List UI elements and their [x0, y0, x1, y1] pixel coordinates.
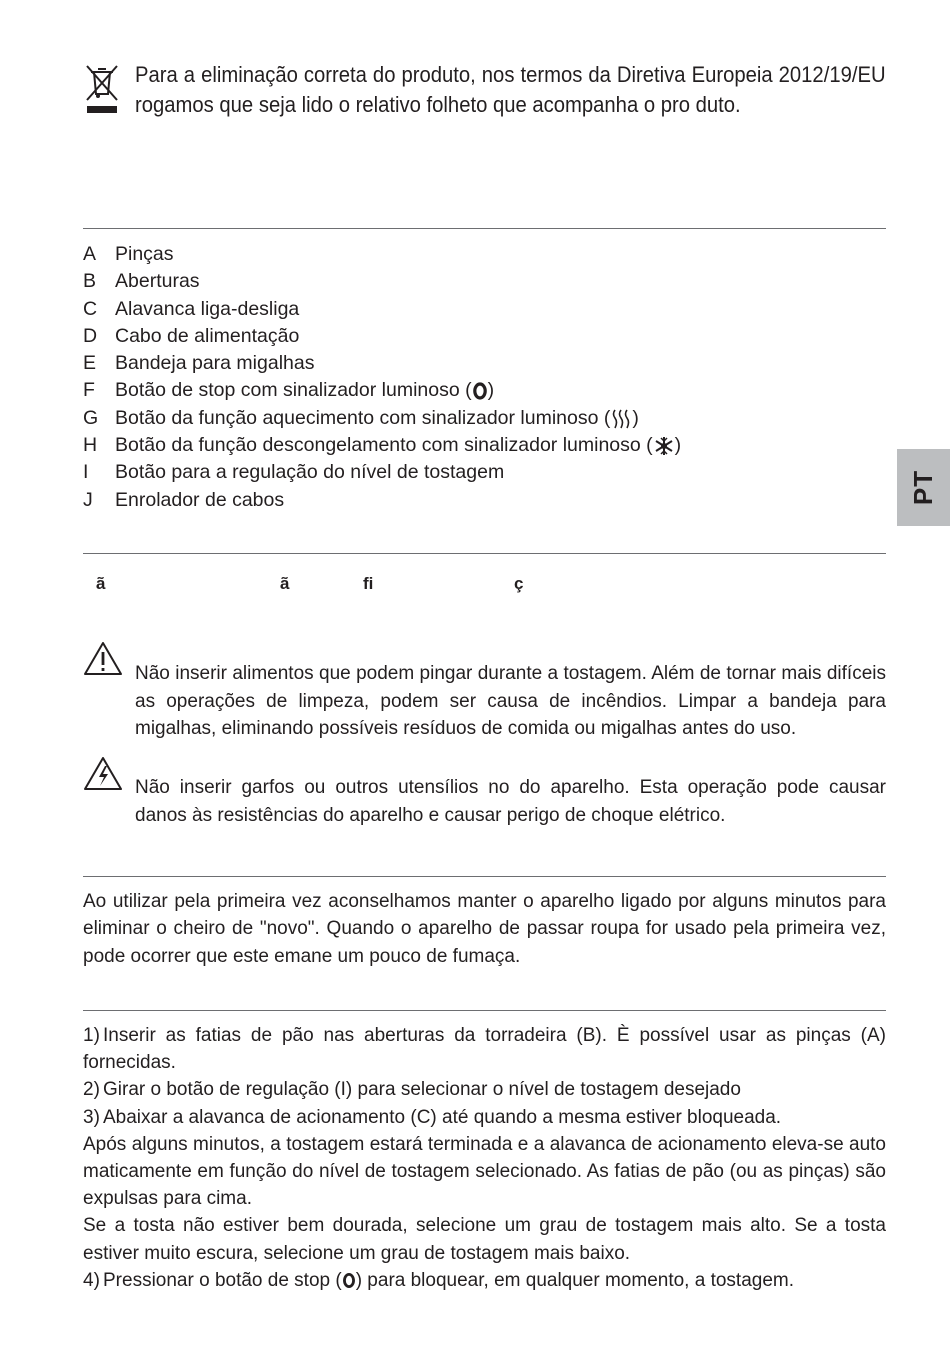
- heading-fragment: ã: [96, 574, 106, 593]
- step-item: 4) Pressionar o botão de stop ( ) para bloquear, em qualquer momento, a tostagem.: [83, 1269, 795, 1291]
- step-item: 2) Girar o botão de regulação (I) para selecionar o nível de tostagem desejado: [83, 1079, 741, 1101]
- step-paragraph: Se a tosta não estiver bem dourada, selecione um grau de tostagem mais alto. Se a tosta estiver muito escura, selecione um grau de tostagem mais baixo.: [83, 1215, 886, 1264]
- divider: [83, 228, 886, 229]
- crossed-out-wheelie-bin-icon: [84, 64, 120, 114]
- list-item: B Aberturas: [83, 270, 200, 293]
- list-item: D Cabo de alimentação: [83, 324, 300, 347]
- divider: [83, 876, 886, 877]
- reheat-icon: [610, 408, 632, 430]
- step-item: 1) Inserir as fatias de pão nas aberturas da torradeira (B). È possível usar as pinças (A) fornecidas.: [83, 1025, 886, 1074]
- warning-triangle-icon: [83, 641, 123, 677]
- list-item: F Botão de stop com sinalizador luminoso ( ): [83, 379, 495, 402]
- divider: [83, 553, 886, 554]
- list-item: C Alavanca liga-desliga: [83, 297, 300, 320]
- first-use-paragraph: Ao utilizar pela primeira vez aconselhamos manter o aparelho ligado por alguns minutos para eliminar o cheiro de "novo". Quando o aparelho de passar roupa for usado pela primeira vez, pode ocorrer que este emane um pouco de fumaça.: [83, 891, 886, 967]
- stop-icon: [472, 382, 488, 400]
- heading-fragment: fi: [363, 574, 374, 593]
- list-item: H Botão da função descongelamento com sinalizador luminoso ( ): [83, 434, 682, 457]
- parts-list: [83, 241, 681, 514]
- stop-icon: [342, 1272, 356, 1289]
- list-item: G Botão da função aquecimento com sinalizador luminoso ( ): [83, 406, 639, 429]
- divider: [83, 1010, 886, 1011]
- warning-text: Não inserir alimentos que podem pingar durante a tostagem. Além de tornar mais difíceis as operações de limpeza, podem ser causa de incêndios. Limpar a bandeja para migalhas, eliminando possíveis resíduos de comida ou migalhas antes do uso.: [135, 663, 886, 739]
- usage-steps: [83, 1022, 886, 1294]
- list-item: I Botão para a regulação do nível de tostagem: [83, 461, 505, 484]
- list-item: E Bandeja para migalhas: [83, 352, 315, 375]
- step-paragraph: Após alguns minutos, a tostagem estará terminada e a alavanca de acionamento eleva-se auto maticamente em função do nível de tostagem selecionado. As fatias de pão (ou as pinças) são expulsas para cima.: [83, 1133, 886, 1210]
- heading-fragment: ç: [514, 574, 524, 593]
- electric-hazard-icon: [83, 756, 123, 792]
- warning-text: Não inserir garfos ou outros utensílios no do aparelho. Esta operação pode causar danos às resistências do aparelho e causar perigo de choque elétrico.: [135, 777, 886, 826]
- list-item: A Pinças: [83, 243, 174, 265]
- heading-fragment: ã: [280, 574, 290, 593]
- defrost-icon: [653, 435, 675, 457]
- step-item: 3) Abaixar a alavanca de acionamento (C) até quando a mesma estiver bloqueada.: [83, 1106, 782, 1128]
- list-item: J Enrolador de cabos: [83, 488, 285, 511]
- language-tab: PT: [897, 449, 950, 526]
- disposal-notice: Para a eliminação correta do produto, nos termos da Diretiva Europeia 2012/19/EU rogamos que seja lido o relativo folheto que acompanha o pro duto.: [135, 62, 886, 117]
